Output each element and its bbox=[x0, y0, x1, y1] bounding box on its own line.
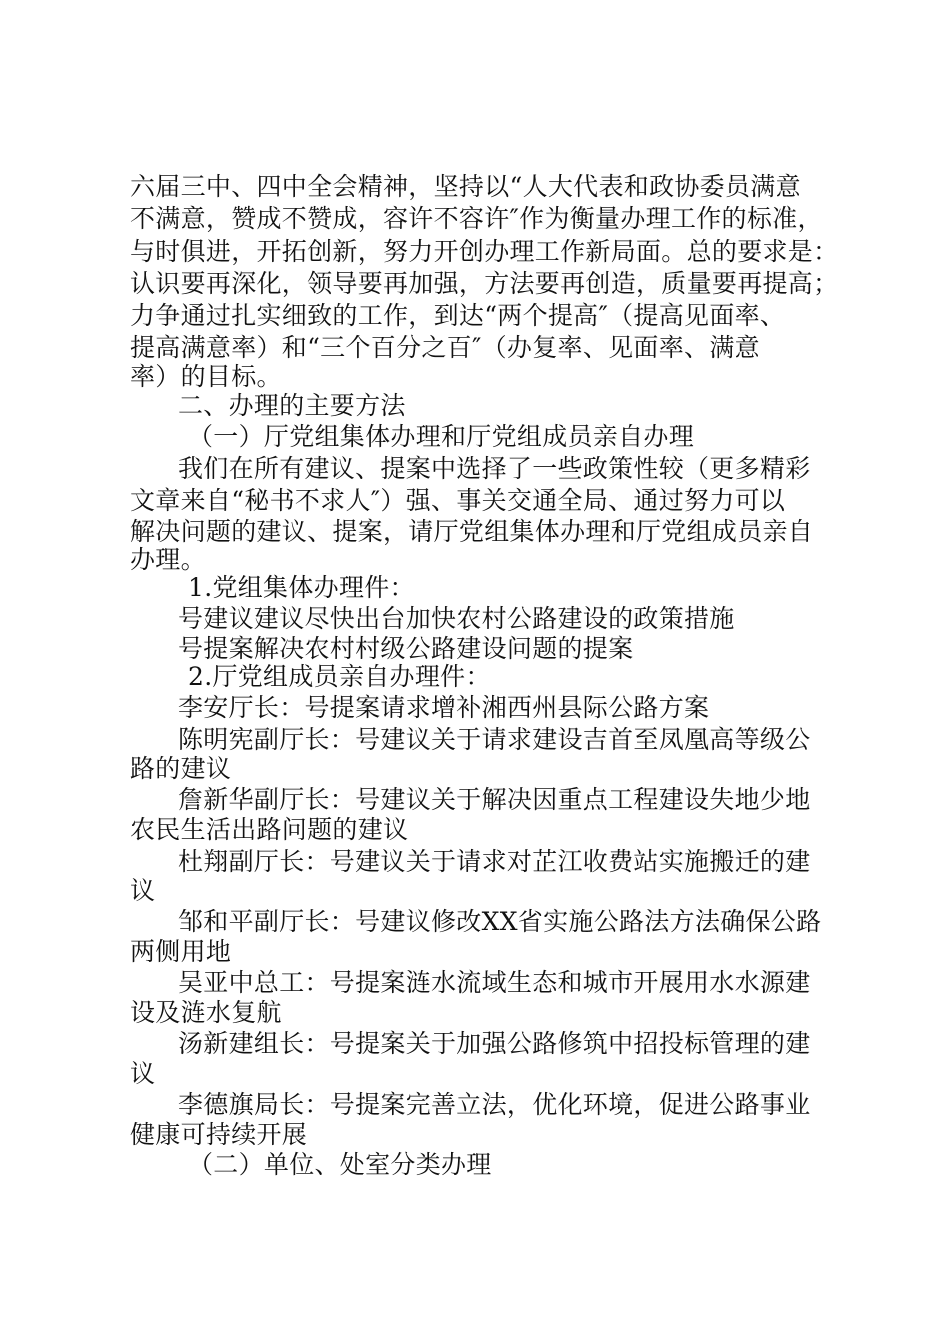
body-text-line: 力争通过扎实细致的工作，到达“两个提高″（提高见面率、 bbox=[130, 301, 786, 330]
body-text-line: 六届三中、四中全会精神，坚持以“人大代表和政协委员满意 bbox=[130, 172, 801, 201]
list-item: 杜翔副厅长：号建议关于请求对芷江收费站实施搬迁的建 bbox=[178, 847, 811, 876]
list-item: 陈明宪副厅长：号建议关于请求建设吉首至凤凰高等级公 bbox=[178, 725, 811, 754]
body-text-line: 与时俱进，开拓创新，努力开创办理工作新局面。总的要求是： bbox=[130, 237, 839, 266]
list-item-continuation: 两侧用地 bbox=[130, 937, 232, 966]
body-text-line: 办理。 bbox=[130, 545, 206, 574]
list-item: 号建议建议尽快出台加快农村公路建设的政策措施 bbox=[178, 604, 735, 633]
body-text-line: 解决问题的建议、提案，请厅党组集体办理和厅党组成员亲自 bbox=[130, 517, 814, 546]
list-item: 詹新华副厅长：号建议关于解决因重点工程建设失地少地 bbox=[178, 785, 811, 814]
body-text-line: 我们在所有建议、提案中选择了一些政策性较（更多精彩 bbox=[178, 454, 811, 483]
list-item: 吴亚中总工：号提案涟水流域生态和城市开展用水水源建 bbox=[178, 968, 811, 997]
list-item: 汤新建组长：号提案关于加强公路修筑中招投标管理的建 bbox=[178, 1029, 811, 1058]
list-item-continuation: 议 bbox=[130, 876, 156, 905]
list-item: 号提案解决农村村级公路建设问题的提案 bbox=[178, 634, 634, 663]
list-item-continuation: 农民生活出路问题的建议 bbox=[130, 815, 409, 844]
body-text-line: 不满意，赞成不赞成，容许不容许″作为衡量办理工作的标准， bbox=[130, 204, 823, 233]
list-item: 李安厅长：号提案请求增补湘西州县际公路方案 bbox=[178, 693, 710, 722]
list-item-continuation: 设及涟水复航 bbox=[130, 998, 282, 1027]
subsection-heading: （二）单位、处室分类办理 bbox=[188, 1150, 492, 1179]
body-text-line: 文章来自“秘书不求人″）强、事关交通全局、通过努力可以 bbox=[130, 486, 786, 515]
list-item-continuation: 议 bbox=[130, 1059, 156, 1088]
list-item-continuation: 健康可持续开展 bbox=[130, 1120, 308, 1149]
list-item: 李德旗局长：号提案完善立法，优化环境，促进公路事业 bbox=[178, 1090, 811, 1119]
body-text-line: 认识要再深化，领导要再加强，方法要再创造，质量要再提高； bbox=[130, 269, 839, 298]
subsection-heading: （一）厅党组集体办理和厅党组成员亲自办理 bbox=[188, 422, 695, 451]
section-heading: 二、办理的主要方法 bbox=[178, 391, 406, 420]
list-item: 邹和平副厅长：号建议修改XX省实施公路法方法确保公路 bbox=[178, 907, 822, 936]
list-heading: 1.党组集体办理件： bbox=[188, 573, 415, 602]
list-item-continuation: 路的建议 bbox=[130, 754, 232, 783]
list-heading: 2.厅党组成员亲自办理件： bbox=[188, 662, 491, 691]
body-text-line: 率）的目标。 bbox=[130, 362, 282, 391]
body-text-line: 提高满意率）和“三个百分之百″（办复率、见面率、满意 bbox=[130, 333, 760, 362]
